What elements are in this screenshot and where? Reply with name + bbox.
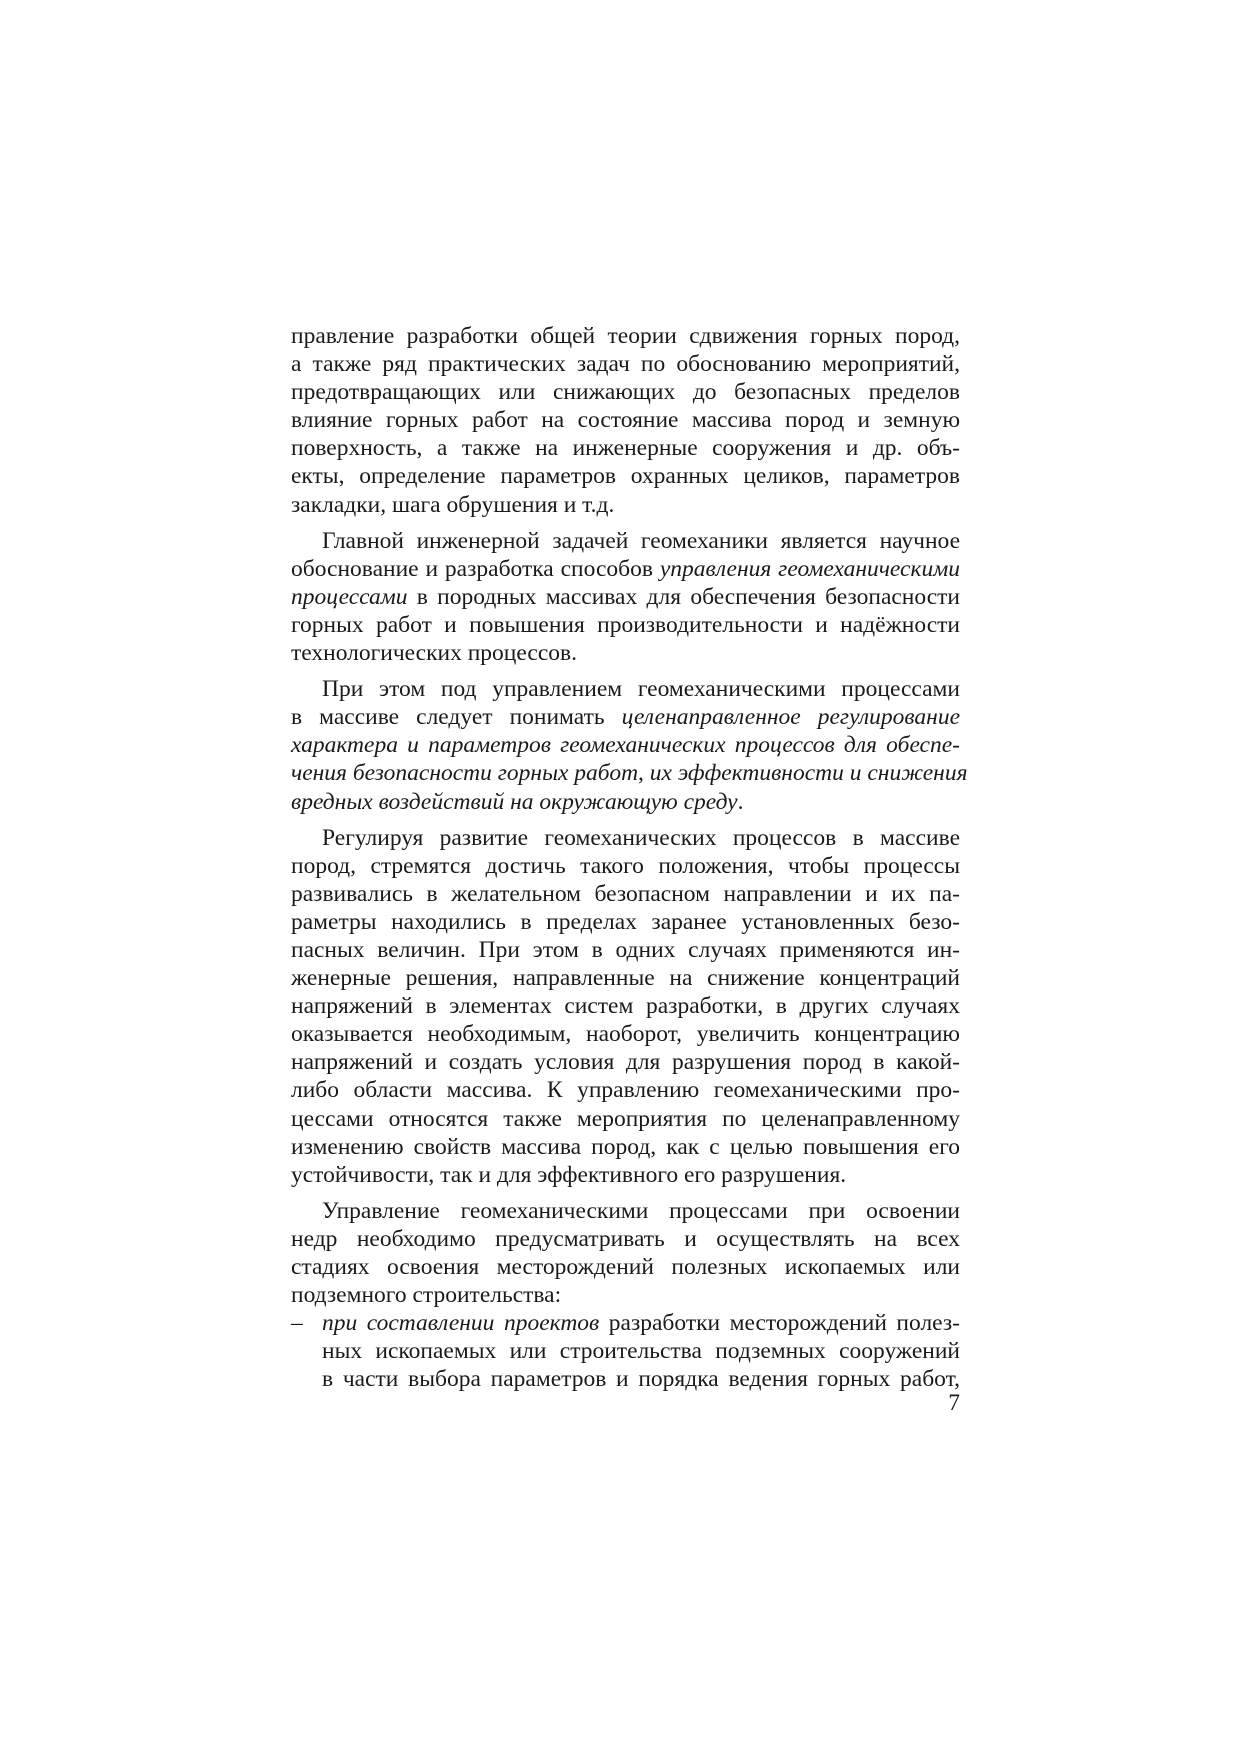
italic-term: чения безопасности горных работ bbox=[291, 760, 639, 787]
text-line: горных работ и повышения производительности и надёжности bbox=[291, 611, 960, 638]
italic-term: целенаправленное регулирование bbox=[621, 704, 961, 731]
page-text-body bbox=[291, 322, 968, 1393]
text-line: а также ряд практических задач по обоснованию мероприятий, bbox=[291, 351, 960, 378]
text-line: подземного строительства: bbox=[291, 1282, 562, 1309]
paragraph-1 bbox=[291, 322, 960, 519]
italic-term: управления геомеханическими bbox=[659, 555, 960, 582]
text-line: изменению свойств массива пород, как с целью повышения его bbox=[291, 1133, 960, 1160]
text-segment: в массиве следует понимать bbox=[291, 704, 622, 731]
page-number: 7 bbox=[948, 1390, 960, 1416]
text-line: в части выбора параметров и порядка ведения горных работ, bbox=[322, 1366, 960, 1393]
text-line: екты, определение параметров охранных целиков, параметров bbox=[291, 463, 960, 490]
text-line: технологических процессов. bbox=[291, 640, 577, 667]
text-line: При этом под управлением геомеханическими процессами bbox=[322, 676, 960, 703]
text-line: недр необходимо предусматривать и осуществлять на всех bbox=[291, 1225, 960, 1252]
text-line: предотвращающих или снижающих до безопасных пределов bbox=[291, 379, 960, 406]
text-line bbox=[291, 703, 960, 731]
text-line: цессами относятся также мероприятия по целенаправленному bbox=[291, 1105, 960, 1132]
text-segment: обоснование и разработка способов bbox=[291, 555, 660, 582]
list-dash-marker: – bbox=[291, 1310, 303, 1337]
text-line: закладки, шага обрушения и т.д. bbox=[291, 491, 615, 518]
text-line: раметры находились в пределах заранее установленных безо- bbox=[291, 908, 960, 935]
italic-term: характера и параметров геомеханических процессов для обеспе- bbox=[291, 732, 960, 759]
text-segment: разработки месторождений полез- bbox=[599, 1310, 960, 1337]
text-segment: , bbox=[638, 760, 650, 787]
text-line: либо области массива. К управлению геомеханическими про- bbox=[291, 1077, 960, 1104]
text-line bbox=[322, 1309, 960, 1337]
italic-term: процессами bbox=[291, 583, 408, 610]
list-item bbox=[291, 1309, 960, 1393]
text-line: пасных величин. При этом в одних случаях применяются ин- bbox=[291, 936, 960, 963]
text-line: пород, стремятся достичь такого положения, чтобы процессы bbox=[291, 852, 960, 879]
paragraph-4 bbox=[291, 824, 960, 1189]
text-line bbox=[291, 788, 960, 816]
italic-term: при составлении проектов bbox=[322, 1310, 600, 1337]
text-segment: . bbox=[737, 788, 744, 815]
paragraph-2 bbox=[291, 527, 960, 667]
text-line: устойчивости, так и для эффективного его разрушения. bbox=[291, 1161, 847, 1188]
text-line: стадиях освоения месторождений полезных ископаемых или bbox=[291, 1254, 960, 1280]
text-line: ных ископаемых или строительства подземных сооружений bbox=[322, 1338, 960, 1365]
text-line: Управление геомеханическими процессами при освоении bbox=[322, 1197, 960, 1224]
italic-term: вредных воздействий на окружающую среду bbox=[291, 788, 738, 815]
paragraph-5 bbox=[291, 1197, 960, 1309]
italic-term: их эффективности и снижения bbox=[649, 760, 968, 787]
text-line: женерные решения, направленные на снижение концентраций bbox=[291, 965, 960, 992]
text-line: оказывается необходимым, наоборот, увеличить концентрацию bbox=[291, 1021, 960, 1048]
text-line: Регулируя развитие геомеханических процессов в массиве bbox=[322, 824, 960, 851]
text-line: развивались в желательном безопасном направлении и их па- bbox=[291, 880, 960, 907]
text-line: напряжений в элементах систем разработки, в других случаях bbox=[291, 993, 960, 1020]
text-line bbox=[291, 731, 960, 759]
text-line: Главной инженерной задачей геомеханики является научное bbox=[322, 527, 960, 554]
text-line bbox=[291, 555, 960, 583]
text-line: влияние горных работ на состояние массива пород и земную bbox=[291, 407, 960, 434]
text-line: поверхность, а также на инженерные сооружения и др. объ- bbox=[291, 435, 960, 462]
text-segment: в породных массивах для обеспечения безопасности bbox=[407, 583, 960, 610]
text-line: правление разработки общей теории сдвижения горных пород, bbox=[291, 323, 960, 349]
text-line: напряжений и создать условия для разрушения пород в какой- bbox=[291, 1049, 960, 1076]
text-line bbox=[291, 583, 960, 611]
paragraph-3 bbox=[291, 675, 968, 815]
text-line bbox=[291, 759, 968, 787]
